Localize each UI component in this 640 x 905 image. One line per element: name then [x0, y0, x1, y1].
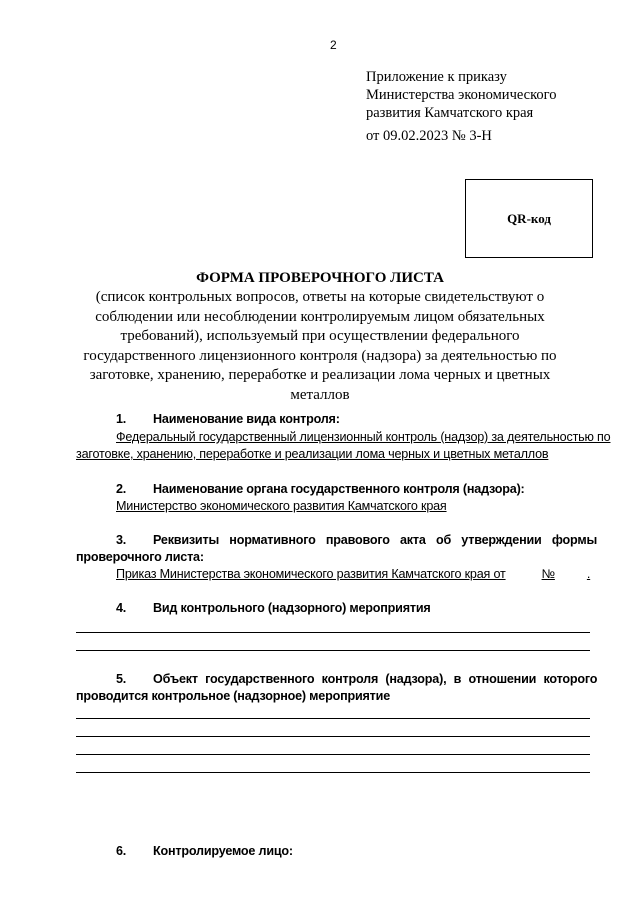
section-3-value-end: .: [586, 567, 591, 581]
section-6-number: 6.: [116, 844, 127, 858]
section-4-number: 4.: [116, 601, 127, 615]
appendix-line: Приложение к приказу: [366, 69, 507, 85]
section-1-heading: Наименование вида контроля:: [153, 412, 340, 426]
section-1-value: Федеральный государственный лицензионный контроль (надзор) за деятельностью по: [116, 430, 611, 444]
subtitle-line: соблюдении или несоблюдении контролируемым лицом обязательных: [95, 308, 545, 325]
section-3-value-text: Приказ Министерства экономического развития Камчатского края от: [116, 567, 506, 581]
section-5-heading: Объект государственного контроля (надзора), в отношении которого: [153, 672, 598, 686]
subtitle-line: (список контрольных вопросов, ответы на которые свидетельствуют о: [95, 289, 545, 305]
section-3-heading-cont: проверочного листа:: [76, 550, 204, 564]
section-5-heading-cont: проводится контрольное (надзорное) мероприятие: [76, 689, 390, 703]
appendix-line: Министерства экономического: [366, 87, 557, 103]
section-3-heading: Реквизиты нормативного правового акта об утверждении формы: [153, 533, 597, 547]
section-1-number: 1.: [116, 412, 127, 426]
section-2-heading: Наименование органа государственного контроля (надзора):: [153, 482, 525, 496]
fill-line: [76, 718, 590, 719]
fill-line: [76, 754, 590, 755]
fill-line: [76, 772, 590, 773]
fill-line: [76, 736, 590, 737]
qr-code-box: [465, 179, 593, 258]
subtitle-line: требований), используемый при осуществлении федерального: [120, 328, 520, 344]
section-2-value: Министерство экономического развития Камчатского края: [116, 499, 447, 513]
section-3-number-sign: №: [541, 567, 555, 581]
form-subtitle: [0, 288, 640, 405]
section-3-value: [116, 567, 596, 581]
section-5-number: 5.: [116, 672, 127, 686]
form-title: ФОРМА ПРОВЕРОЧНОГО ЛИСТА: [196, 270, 444, 286]
fill-line: [76, 632, 590, 633]
page-number: 2: [330, 38, 337, 52]
section-2-number: 2.: [116, 482, 127, 496]
section-3-number: 3.: [116, 533, 127, 547]
fill-line: [76, 650, 590, 651]
subtitle-line: заготовке, хранению, переработке и реализации лома черных и цветных: [89, 367, 551, 383]
appendix-line: развития Камчатского края: [366, 105, 534, 121]
qr-code-label: QR-код: [507, 210, 551, 226]
section-4-heading: Вид контрольного (надзорного) мероприятия: [153, 601, 431, 615]
section-6-heading: Контролируемое лицо:: [153, 844, 293, 858]
section-1-value-cont: заготовке, хранению, переработке и реализации лома черных и цветных металлов: [76, 447, 549, 461]
subtitle-line: металлов: [290, 386, 350, 403]
order-reference: от 09.02.2023 № 3-Н: [366, 128, 492, 144]
subtitle-line: государственного лицензионного контроля (надзора) за деятельностью по: [83, 347, 557, 364]
appendix-header: [366, 68, 557, 122]
